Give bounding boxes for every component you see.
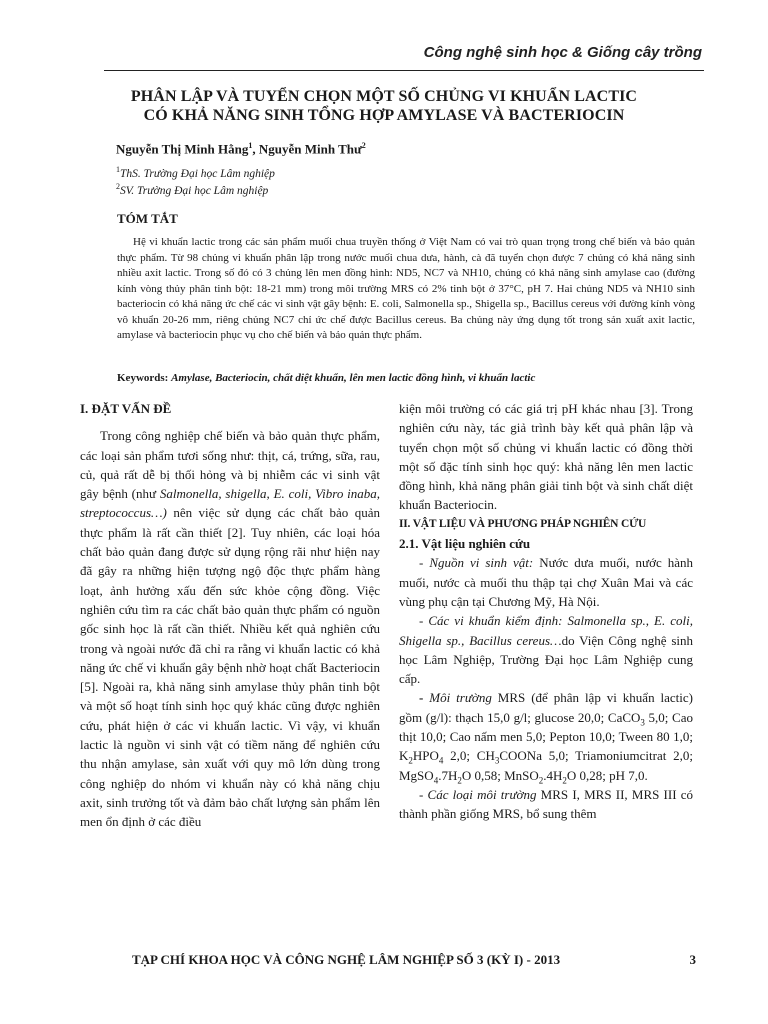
- subscript: 2: [457, 775, 462, 786]
- section-heading-introduction: I. ĐẶT VẤN ĐỀ: [80, 401, 172, 416]
- author-list: [116, 141, 366, 157]
- materials-item: [399, 688, 693, 784]
- item-text: HPO: [412, 748, 439, 764]
- article-title: [60, 87, 708, 125]
- left-column: [80, 399, 380, 832]
- intro-paragraph-continued: kiện môi trường có các giá trị pH khác nhau [3]. Trong nghiên cứu này, tác giả trình bày kết quả phân lập và tuyển chọn một số chủng vi khuẩn lactic có đồng thời một số đặc tính sinh học quý: khả năng lên men lactic đồng hình, khả năng phân giải tinh bột và sinh chất diệt khuẩn Bacteriocin.: [399, 401, 693, 513]
- body-text-italic: Salmonella, shigella, E. coli, Vibro inaba, streptococcus…): [80, 486, 380, 521]
- subscript: 4: [438, 755, 444, 766]
- subscript: 3: [494, 755, 500, 766]
- subscript: 3: [640, 717, 645, 728]
- title-line-1: PHÂN LẬP VÀ TUYỂN CHỌN MỘT SỐ CHỦNG VI KHUẨN LACTIC: [130, 88, 638, 105]
- materials-item: [399, 611, 693, 688]
- item-label: - Nguồn vi sinh vật:: [419, 555, 534, 571]
- item-text: .4H: [543, 767, 563, 783]
- keywords-label: Keywords:: [117, 372, 169, 384]
- journal-footer: TẠP CHÍ KHOA HỌC VÀ CÔNG NGHỆ LÂM NGHIỆP SỐ 3 (KỲ I) - 2013: [132, 952, 561, 967]
- keywords: [117, 372, 535, 384]
- title-line-2: CÓ KHẢ NĂNG SINH TỔNG HỢP AMYLASE VÀ BACTERIOCIN: [143, 107, 625, 124]
- running-header: Công nghệ sinh học & Giống cây trồng: [423, 44, 702, 61]
- subscript: 2: [538, 775, 544, 786]
- author-affiliation-marker: 1: [248, 141, 253, 150]
- body-text: nên việc sử dụng các chất bảo quản thực phẩm là rất cần thiết [2]. Tuy nhiên, các loại hóa chất bảo quản đang được sử dụng rộng rãi như hiện nay đã gây ra những hiện tượng ngộ độc thực phẩm hàng loạt, ảnh hưởng xấu đến sức khỏe cộng đồng. Việc nghiên cứu tìm ra các chất bảo quản thực phẩm có nguồn gốc sinh học là rất cần thiết. Nhiều kết quả nghiên cứu trong và ngoài nước đã chỉ ra rằng vi khuẩn lactic có khả năng ức chế vi khuẩn gây bệnh nhờ hoạt chất Bacteriocin [5]. Ngoài ra, khả năng sinh amylase thủy phân tinh bột và một số hoạt tính sinh học quý khác cũng được nghiên cứu, phát hiện ở các vi khuẩn lactic. Vì vậy, vi khuẩn lactic là nguồn vi sinh vật có tiềm năng để nghiên cứu thu nhận amylase, sản xuất với quy mô lớn dùng trong công nghiệp do nhóm vi khuẩn này có khả năng chịu axit, sinh trưởng tốt và đảm bảo chất lượng sản phẩm lên men ổn định ở các điều: [80, 505, 380, 830]
- author-name: Nguyễn Thị Minh Hằng: [116, 141, 249, 157]
- keywords-text: Amylase, Bacteriocin, chất diệt khuẩn, lên men lactic đồng hình, vi khuẩn lactic: [171, 372, 536, 384]
- materials-item: [399, 553, 693, 611]
- author-separator: ,: [252, 141, 259, 157]
- item-text: COONa 5,0; Triamoniumcitrat 2,0; MgSO: [399, 748, 693, 783]
- item-text: Nước dưa muối, nước hành muối, nước cà muối thu thập tại chợ Xuân Mai và các vùng phụ cận tại Chương Mỹ, Hà Nội.: [399, 555, 693, 609]
- item-text: O 0,58; MnSO: [461, 767, 539, 783]
- affiliation-marker: 2: [116, 182, 120, 191]
- item-label: - Các loại môi trường: [419, 786, 537, 802]
- materials-item: [399, 785, 693, 824]
- abstract-text: Hệ vi khuẩn lactic trong các sản phẩm muối chua truyền thống ở Việt Nam có vai trò quan trọng trong chế biến và bảo quản thực phẩm. Từ 98 chủng vi khuẩn phân lập trong nước muối chua dưa, hành, cà đã tuyển chọn được 7 chủng có khả năng sinh nhiều axit lactic. Trong số đó có 3 chủng lên men đồng hình: ND5, NC7 và NH10, chúng có khả năng sinh amylase cao (đường kính vòng thủy phân tinh bột: 18-21 mm) trong môi trường MRS có 2% tinh bột ở 37°C, pH 7. Hai chủng ND5 và NH10 sinh bacteriocin có khả năng ức chế các vi sinh vật gây bệnh: E. coli, Salmonella sp., Shigella sp., Bacillus cereus với đường kính vòng vô khuẩn 20-26 mm, riêng chủng NC7 chỉ ức chế được Bacillus cereus. Ba chủng này ứng dụng tốt trong sản xuất axit lactic, amylase và bacteriocin phục vụ cho chế biến và bảo quản thực phẩm.: [117, 236, 695, 341]
- intro-paragraph: [80, 426, 380, 831]
- subscript: 2: [562, 775, 567, 786]
- item-label: Môi trường: [423, 690, 492, 706]
- right-column: [399, 399, 693, 824]
- item-text: MRS (để phân lập vi khuẩn lactic) gồm (g/l): thạch 15,0 g/l; glucose 20,0; CaCO: [399, 690, 693, 725]
- item-text: 5,0; Cao thịt 10,0; Cao nấm men 5,0; Pepton 10,0; Tween 80 1,0; K: [399, 709, 693, 764]
- body-text: Trong công nghiệp chế biến và bảo quản thực phẩm, các loại sản phẩm tươi sống như: thịt, cá, trứng, sữa, rau, củ, quả rất dễ bị thối hỏng và bị nhiễm các vi sinh vật gây bệnh (như: [80, 428, 380, 502]
- item-text: MRS I, MRS II, MRS III có thành phần giống MRS, bổ sung thêm: [399, 786, 693, 822]
- page-number: 3: [689, 952, 696, 967]
- abstract: [117, 235, 695, 344]
- header-rule: [104, 70, 704, 71]
- item-label: - Các vi khuẩn kiểm định: Salmonella sp., E. coli, Shigella sp., Bacillus cereus…: [399, 613, 693, 648]
- item-text: O 0,28; pH 7,0.: [566, 767, 648, 783]
- item-text: 2,0; CH: [443, 748, 495, 764]
- subscript: 4: [433, 775, 439, 786]
- item-dash: -: [419, 690, 424, 706]
- affiliation-text: ThS. Trường Đại học Lâm nghiệp: [120, 167, 275, 180]
- author-name: Nguyễn Minh Thư: [258, 141, 362, 157]
- subsection-heading-materials: 2.1. Vật liệu nghiên cứu: [399, 536, 531, 552]
- item-text: do Viện Công nghệ sinh học Lâm Nghiệp, Trường Đại học Lâm Nghiệp cung cấp.: [399, 632, 693, 687]
- abstract-heading: TÓM TẮT: [117, 211, 178, 226]
- section-heading-materials-methods: II. VẬT LIỆU VÀ PHƯƠNG PHÁP NGHIÊN CỨU: [399, 517, 647, 530]
- affiliation-text: SV. Trường Đại học Lâm nghiệp: [120, 184, 269, 197]
- affiliation: [116, 165, 275, 180]
- affiliation-marker: 1: [116, 165, 120, 174]
- subscript: 2: [408, 755, 413, 766]
- item-text: .7H: [438, 767, 458, 783]
- affiliation: [116, 182, 268, 197]
- author-affiliation-marker: 2: [361, 141, 366, 150]
